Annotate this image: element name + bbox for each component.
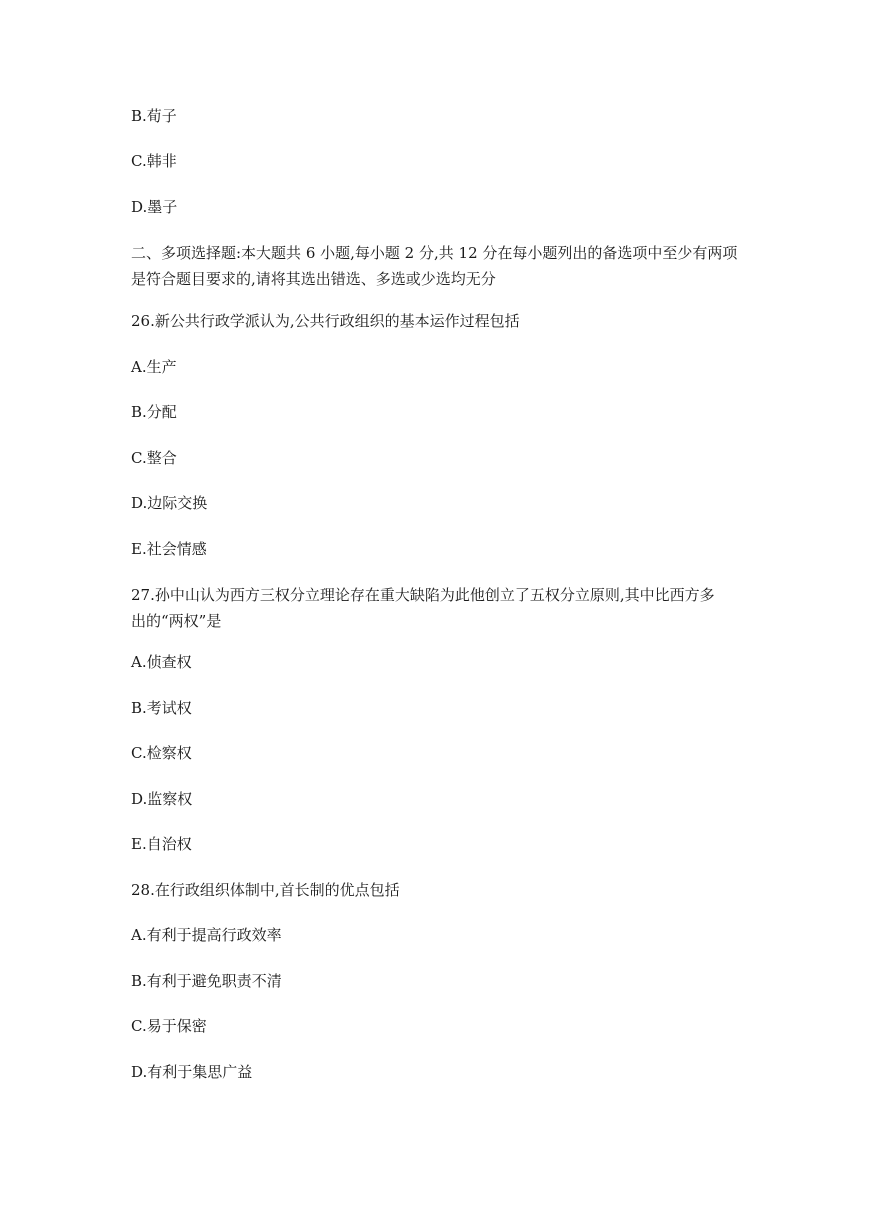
option-b-prev: B.荀子 [131,107,177,125]
question-26-option-b: B.分配 [131,403,177,421]
question-27-stem-line1: 27.孙中山认为西方三权分立理论存在重大缺陷为此他创立了五权分立原则,其中比西方多 [131,586,715,604]
question-28-option-d: D.有利于集思广益 [131,1063,253,1081]
question-28-option-c: C.易于保密 [131,1017,207,1035]
question-27-option-c: C.检察权 [131,744,192,762]
question-27-option-b: B.考试权 [131,699,192,717]
section-header [131,240,751,292]
option-d-prev: D.墨子 [131,198,178,216]
question-27-stem-line2: 出的“两权”是 [131,612,222,630]
question-26-option-a: A.生产 [131,358,177,376]
question-28-option-b: B.有利于避免职责不清 [131,972,282,990]
section-header-line1: 二、多项选择题:本大题共 6 小题,每小题 2 分,共 12 分在每小题列出的备选项中至少有两项 [131,244,738,262]
question-26-option-c: C.整合 [131,449,177,467]
question-26-option-d: D.边际交换 [131,494,208,512]
section-header-line2: 是符合题目要求的,请将其选出错选、多选或少选均无分 [131,270,496,288]
question-27-option-e: E.自治权 [131,835,192,853]
question-26-option-e: E.社会情感 [131,540,207,558]
option-c-prev: C.韩非 [131,152,177,170]
question-28-option-a: A.有利于提高行政效率 [131,926,282,944]
question-27-option-d: D.监察权 [131,790,193,808]
question-27-stem [131,582,751,634]
question-27-option-a: A.侦查权 [131,653,192,671]
question-26-stem: 26.新公共行政学派认为,公共行政组织的基本运作过程包括 [131,312,520,330]
question-28-stem: 28.在行政组织体制中,首长制的优点包括 [131,881,400,899]
